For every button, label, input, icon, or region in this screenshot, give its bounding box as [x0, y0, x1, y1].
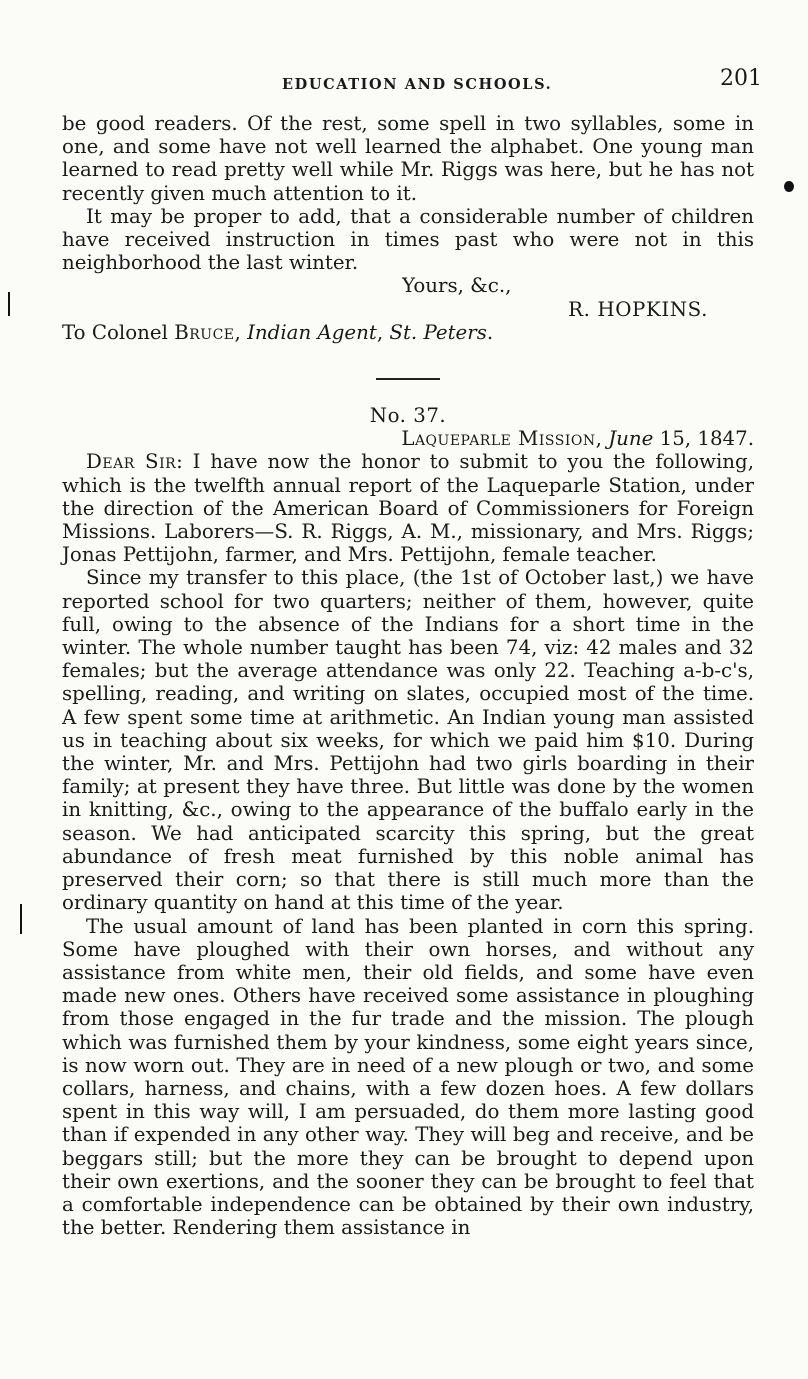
dateline: [62, 427, 754, 450]
address-name: Bruce: [174, 320, 235, 344]
paragraph: Since my transfer to this place, (the 1st of October last,) we have reported school for two quarters; neither of them, however, quite full, owing to the absence of the Indians for a short time in the winter. The whole number taught has been 74, viz: 42 males and 32 females; but the average attendance was only 22. Teaching a-b-c's, spelling, reading, and writing on slates, occupied most of the time. A few spent some time at arithmetic. An Indian young man assisted us in teaching about six weeks, for which we paid him $10. During the winter, Mr. and Mrs. Pettijohn had two girls boarding in their family; at present they have three. But little was done by the women in knitting, &c., owing to the appearance of the buffalo early in the season. We had anticipated scarcity this spring, but the great abundance of fresh meat furnished by this noble animal has preserved their corn; so that there is still much more than the ordinary quantity on hand at this time of the year.: [62, 566, 754, 915]
salutation: Dear Sir: [86, 450, 177, 474]
address-title: Indian Agent: [247, 320, 377, 344]
page-number: 201: [720, 66, 762, 91]
address-separator: ,: [376, 320, 390, 344]
dateline-rest: 15, 1847.: [653, 427, 754, 451]
address-end: .: [486, 320, 494, 344]
paragraph-text: : I have now the honor to submit to you the following, which is the twelfth annual report of the Laqueparle Station, under the direction of the American Board of Commissioners for Foreign Missions. Laborers—S. R. Riggs, A. M., missionary, and Mrs. Riggs; Jonas Pettijohn, farmer, and Mrs. Pettijohn, female teacher.: [62, 450, 754, 567]
address-to: To Colonel: [62, 320, 168, 344]
paragraph: [62, 450, 754, 566]
ink-dot-mark: [784, 181, 794, 192]
letter-closing: Yours, &c.,: [402, 274, 512, 298]
margin-bar-mark: [8, 292, 10, 316]
running-head: EDUCATION AND SCHOOLS.: [282, 76, 553, 93]
address-separator: ,: [234, 320, 248, 344]
dateline-place: Laqueparle Mission: [401, 427, 596, 451]
letter-address: [62, 321, 754, 344]
dateline-month: June: [608, 427, 654, 451]
document-number: No. 37.: [369, 404, 447, 428]
paragraph-continued: be good readers. Of the rest, some spell in two syllables, some in one, and some have not well learned the alphabet. One young man learned to read pretty well while Mr. Riggs was here, but he has not recently given much attention to it.: [62, 112, 754, 205]
margin-bar-mark: [20, 904, 22, 934]
body-text: [62, 112, 754, 1239]
section-divider: [376, 378, 440, 380]
paragraph: It may be proper to add, that a considerable number of children have received instruction in times past who were not in this neighborhood the last winter.: [62, 204, 754, 275]
address-place: St. Peters: [389, 320, 487, 344]
letter-signature: R. HOPKINS.: [568, 297, 708, 321]
paragraph: The usual amount of land has been planted in corn this spring. Some have ploughed with their own horses, and without any assistance from white men, their old fields, and some have even made new ones. Others have received some assistance in ploughing from those engaged in the fur trade and the mission. The plough which was furnished them by your kindness, some eight years since, is now worn out. They are in need of a new plough or two, and some collars, harness, and chains, with a few dozen hoes. A few dollars spent in this way will, I am persuaded, do them more lasting good than if expended in any other way. They will beg and receive, and be beggars still; but the more they can be brought to depend upon their own exertions, and the sooner they can be brought to feel that a comfortable independence can be obtained by their own industry, the better. Rendering them assistance in: [62, 914, 754, 1240]
page-header: [62, 66, 762, 96]
dateline-separator: ,: [595, 427, 609, 451]
